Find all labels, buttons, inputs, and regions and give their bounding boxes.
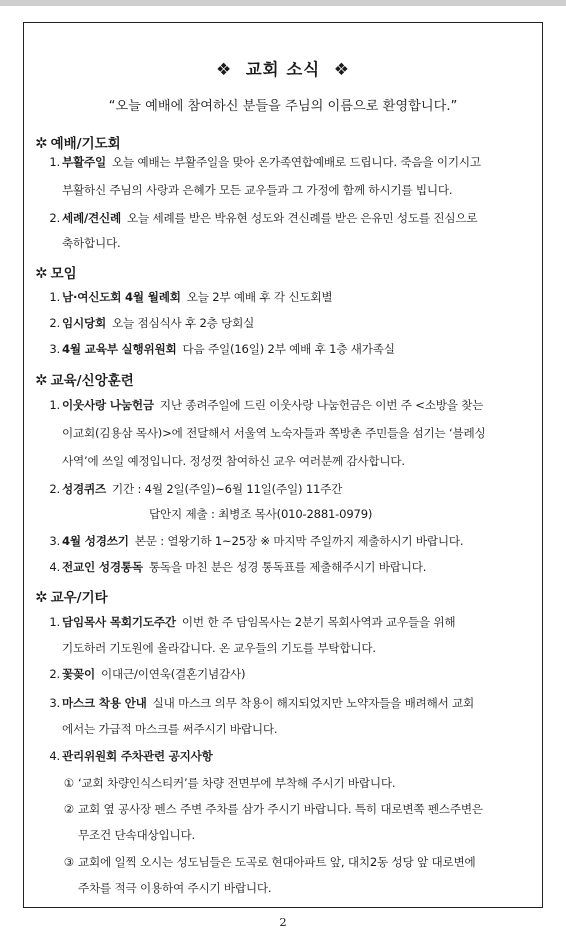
- section-heading-members: ✲ 교우/기타: [35, 588, 108, 606]
- section-heading-meeting: ✲ 모임: [35, 264, 77, 282]
- list-item: 1. 담임목사 목회기도주간 이번 한 주 담임목사는 2분기 목회사역과 교우들을 위해: [49, 615, 456, 629]
- news-frame: [23, 22, 543, 908]
- list-item: 2. 세례/견신례 오늘 세례를 받은 박유현 성도와 견신례를 받은 은유민 성도를 진심으로: [49, 211, 478, 225]
- circled-number-1: ①: [63, 776, 74, 790]
- page-title: [24, 56, 542, 80]
- asterisk-icon: ✲: [35, 134, 48, 152]
- list-item: 4. 관리위원회 주차관련 공지사항: [49, 749, 213, 763]
- parking-notice-continuation: 주차를 적극 이용하여 주시기 바랍니다.: [78, 881, 272, 895]
- top-separator: [0, 0, 566, 6]
- parking-notice-continuation: 무조건 단속대상입니다.: [78, 828, 195, 842]
- list-item-continuation: 답안지 제출 : 최병조 목사(010-2881-0979): [149, 507, 373, 521]
- list-item: 2. 성경퀴즈 기간 : 4월 2일(주일)~6월 11일(주일) 11주간: [49, 482, 343, 496]
- section-heading-education: ✲ 교육/신앙훈련: [35, 371, 134, 389]
- parking-notice-item: ② 교회 옆 공사장 펜스 주변 주차를 삼가 주시기 바랍니다. 특히 대로변쪽 펜스주변은: [35, 801, 540, 817]
- asterisk-icon: ✲: [35, 264, 48, 282]
- welcome-message: “오늘 예배에 참여하신 분들을 주님의 이름으로 환영합니다.”: [108, 99, 458, 114]
- asterisk-icon: ✲: [35, 588, 48, 606]
- list-item: 2. 꽃꽂이 이대근/이연욱(결혼기념감사): [49, 667, 246, 681]
- circled-number-3: ③: [63, 855, 74, 869]
- list-item: 3. 마스크 착용 안내 실내 마스크 의무 착용이 해지되었지만 노약자들을 배려해서 교회: [49, 696, 475, 710]
- diamond-ornament-icon: ❖: [215, 60, 233, 80]
- section-heading-worship: ✲ 예배/기도회: [35, 134, 121, 152]
- list-item-continuation: 에서는 가급적 마스크를 써주시기 바랍니다.: [62, 722, 278, 736]
- parking-notice-item: ③ 교회에 일찍 오시는 성도님들은 도곡로 현대아파트 앞, 대치2동 성당 앞 대로변에: [35, 854, 540, 870]
- list-item: 4. 전교인 성경통독 통독을 마친 분은 성경 통독표를 제출해주시기 바랍니다.: [49, 560, 427, 574]
- list-item-continuation: 부활하신 주님의 사랑과 은혜가 모든 교우들과 그 가정에 함께 하시기를 빕니다.: [62, 183, 453, 197]
- list-item: 1. 남·여신도회 4월 월례회 오늘 2부 예배 후 각 신도회별: [49, 290, 333, 304]
- page-number: 2: [279, 915, 287, 929]
- list-item-continuation: 기도하러 기도원에 올라갑니다. 온 교우들의 기도를 부탁합니다.: [62, 641, 376, 655]
- list-item: 3. 4월 교육부 실행위원회 다음 주일(16일) 2부 예배 후 1층 새가족실: [49, 342, 395, 356]
- list-item: 2. 임시당회 오늘 점심식사 후 2층 당회실: [49, 316, 255, 330]
- list-item-continuation: 이교회(김용삼 목사)>에 전달해서 서울역 노숙자들과 쪽방촌 주민들을 섬기는 ‘블레싱: [62, 426, 486, 440]
- diamond-ornament-icon: ❖: [333, 60, 350, 80]
- parking-notice-item: ① ‘교회 차량인식스티커’를 차량 전면부에 부착해 주시기 바랍니다.: [35, 775, 540, 791]
- list-item: 3. 4월 성경쓰기 본문 : 열왕기하 1~25장 ※ 마지막 주일까지 제출하시기 바랍니다.: [49, 534, 464, 548]
- asterisk-icon: ✲: [35, 371, 48, 389]
- list-item-continuation: 축하합니다.: [62, 236, 121, 250]
- list-item: 1. 부활주일 오늘 예배는 부활주일을 맞아 온가족연합예배로 드립니다. 죽음을 이기시고: [49, 155, 481, 169]
- title-text: 교회 소식: [245, 60, 321, 79]
- list-item-continuation: 사역’에 쓰일 예정입니다. 정성껏 참여하신 교우 여러분께 감사합니다.: [62, 454, 405, 468]
- circled-number-2: ②: [63, 802, 74, 816]
- list-item: 1. 이웃사랑 나눔헌금 지난 종려주일에 드린 이웃사랑 나눔헌금은 이번 주 <소방을 찾는: [49, 398, 484, 412]
